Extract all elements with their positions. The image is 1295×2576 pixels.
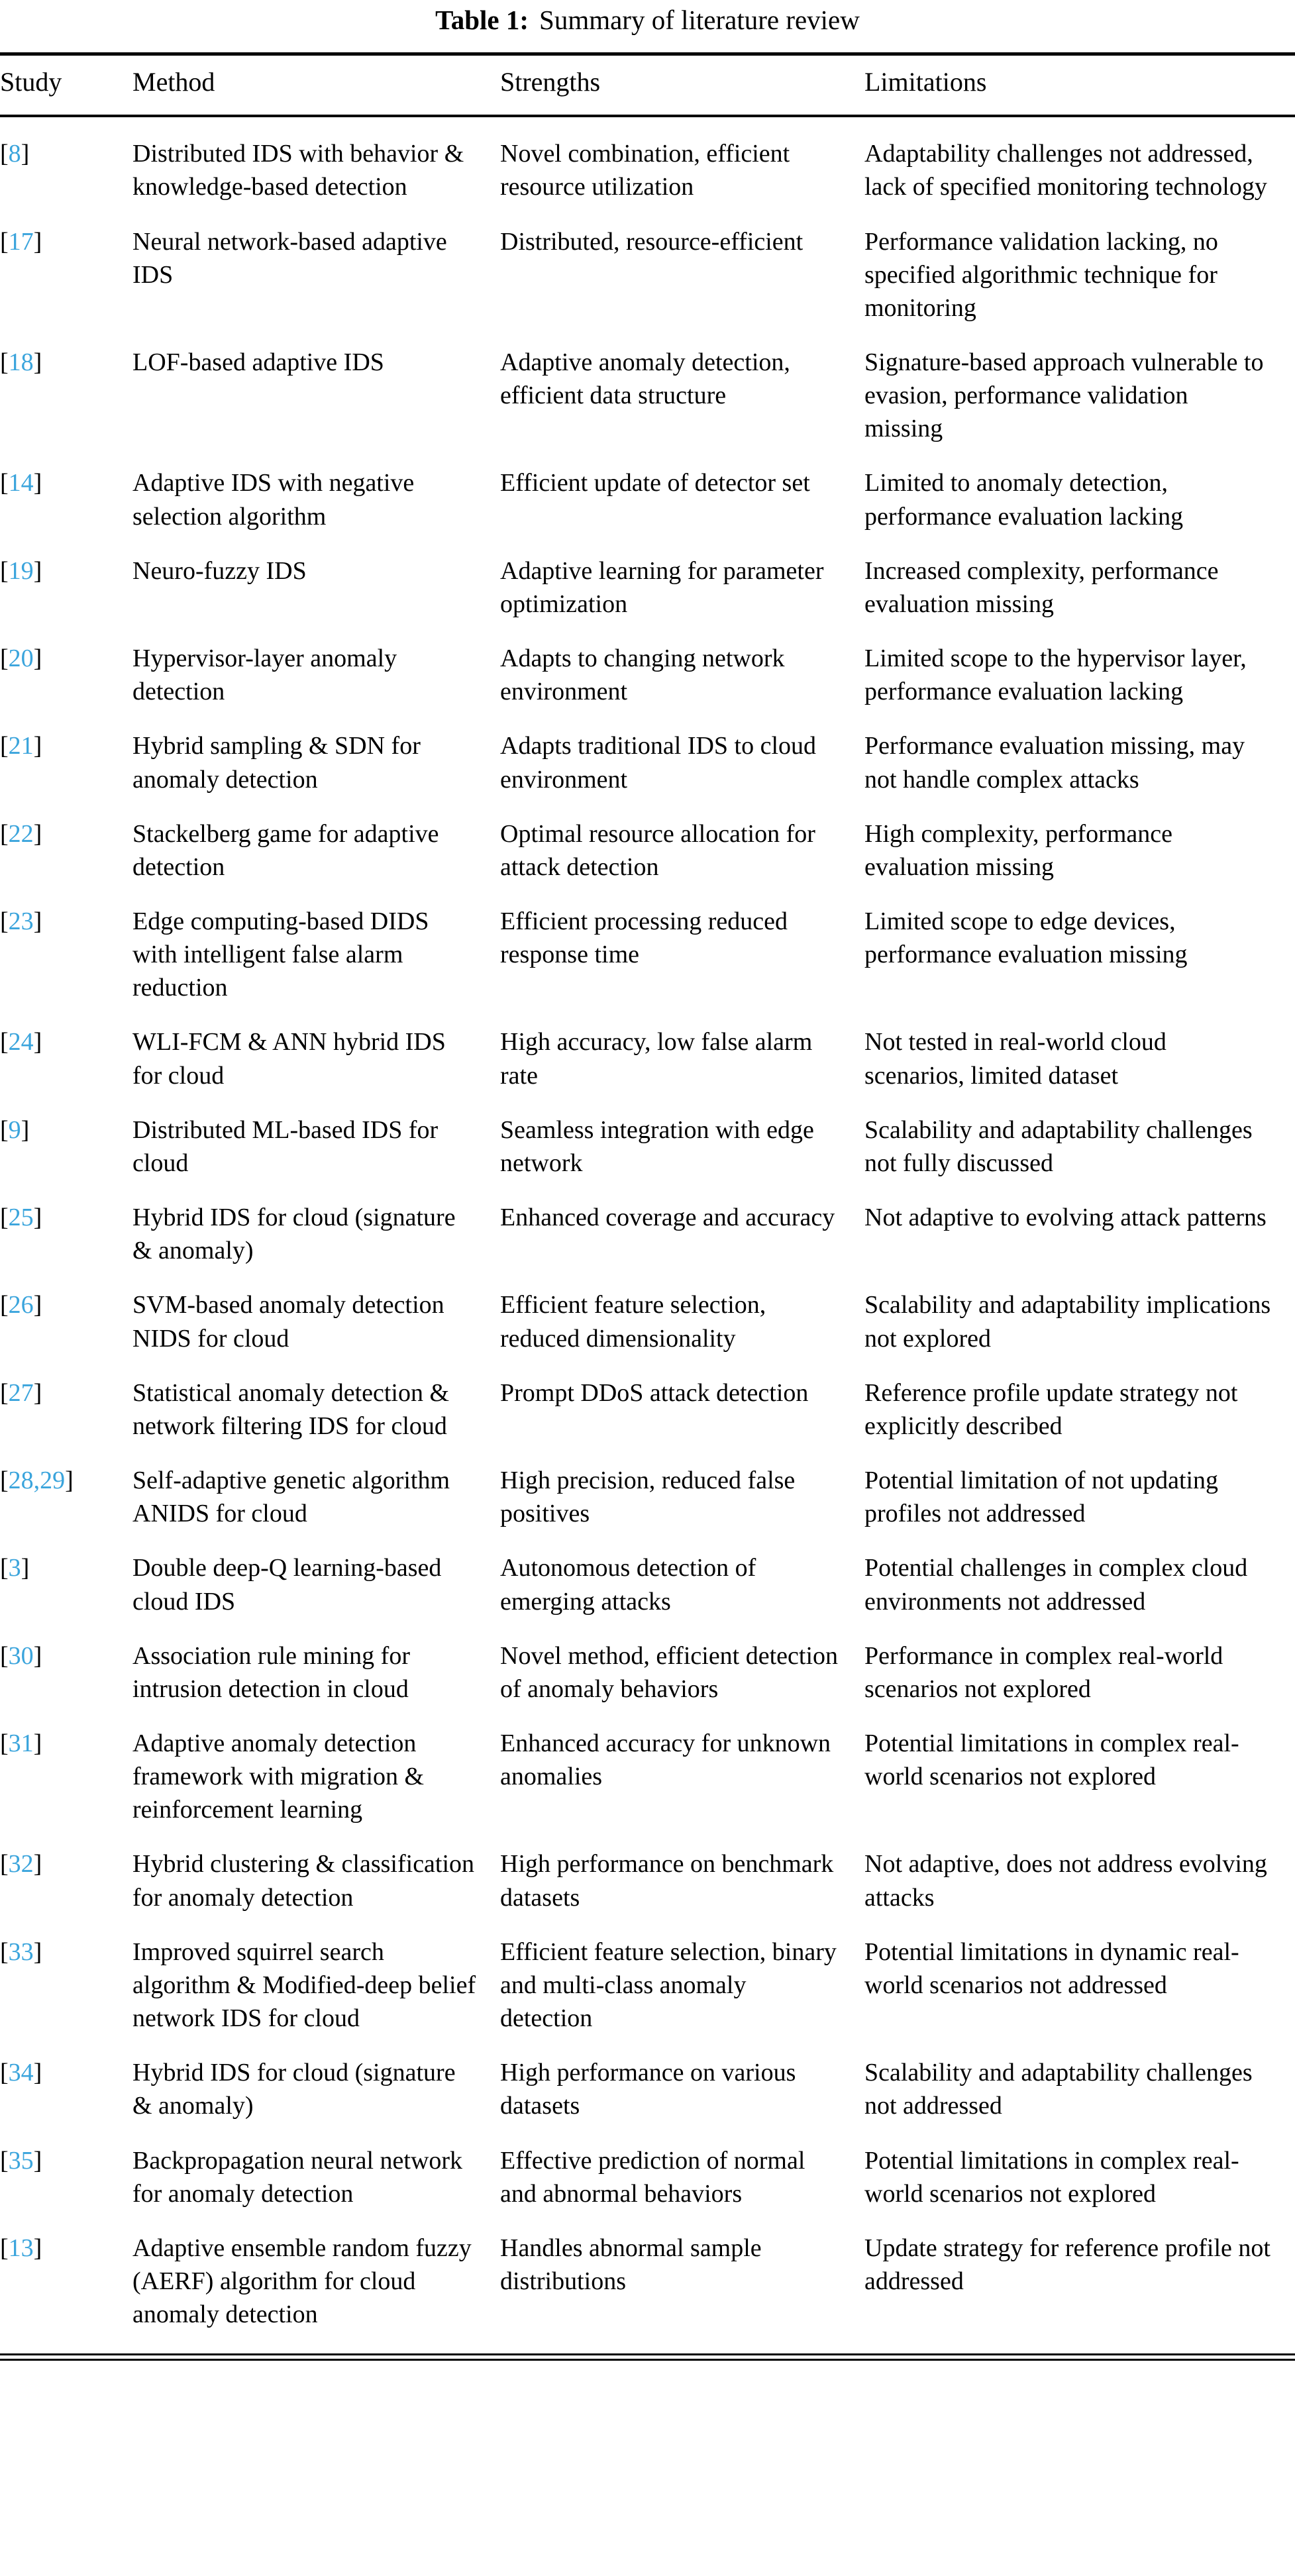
table-row <box>0 215 1295 335</box>
limitations-cell: Scalability and adaptability challenges not fully discussed <box>864 1115 1253 1177</box>
limitations-cell: Scalability and adaptability challenges not addressed <box>864 2059 1253 2120</box>
citation-close-bracket: ] <box>33 2234 42 2262</box>
study-cell <box>0 1716 132 1837</box>
citation-close-bracket: ] <box>33 556 42 585</box>
method-cell: Neural network-based adaptive IDS <box>132 227 447 289</box>
citation-open-bracket: [ <box>0 1467 9 1495</box>
limitations-cell: Limited to anomaly detection, performance evaluation lacking <box>864 469 1184 531</box>
method-cell: Neuro-fuzzy IDS <box>132 556 307 585</box>
method-cell: Hybrid clustering & classification for anomaly detection <box>132 1850 475 1912</box>
literature-review-table <box>0 52 1295 2353</box>
citation-open-bracket: [ <box>0 227 9 256</box>
study-cell <box>0 335 132 456</box>
citation-open-bracket: [ <box>0 1115 9 1144</box>
method-cell: Backpropagation neural network for anomaly detection <box>132 2146 463 2208</box>
table-row <box>0 2134 1295 2221</box>
citation-open-bracket: [ <box>0 732 9 760</box>
citation-open-bracket: [ <box>0 907 9 935</box>
citation-close-bracket: ] <box>33 1291 42 1319</box>
citation-ref[interactable]: 19 <box>8 556 34 585</box>
study-cell <box>0 1925 132 2045</box>
citation-close-bracket: ] <box>33 2146 42 2175</box>
citation-ref[interactable]: 21 <box>8 732 34 760</box>
column-header-study: Study <box>0 54 132 117</box>
strengths-cell: Enhanced accuracy for unknown anomalies <box>500 1729 831 1791</box>
citation-open-bracket: [ <box>0 1378 9 1407</box>
citation-ref[interactable]: 13 <box>8 2234 34 2262</box>
table-row <box>0 2221 1295 2353</box>
citation-open-bracket: [ <box>0 819 9 848</box>
citation-close-bracket: ] <box>33 227 42 256</box>
limitations-cell: Potential challenges in complex cloud environments not addressed <box>864 1554 1248 1616</box>
citation-ref[interactable]: 17 <box>8 227 34 256</box>
strengths-cell: Adapts to changing network environment <box>500 644 785 706</box>
study-cell <box>0 1190 132 1278</box>
study-cell <box>0 807 132 894</box>
citation-ref[interactable]: 9 <box>8 1115 21 1144</box>
method-cell: LOF-based adaptive IDS <box>132 348 384 376</box>
citation-close-bracket: ] <box>21 1115 30 1144</box>
citation-close-bracket: ] <box>33 732 42 760</box>
citation-ref[interactable]: 24 <box>8 1028 34 1056</box>
citation-open-bracket: [ <box>0 469 9 497</box>
method-cell: Hybrid IDS for cloud (signature & anomaly) <box>132 2059 456 2120</box>
study-cell <box>0 719 132 806</box>
limitations-cell: Performance evaluation missing, may not handle complex attacks <box>864 732 1245 794</box>
table-row <box>0 456 1295 543</box>
method-cell: SVM-based anomaly detection NIDS for cloud <box>132 1291 444 1353</box>
method-cell: Adaptive IDS with negative selection algorithm <box>132 469 415 531</box>
citation-open-bracket: [ <box>0 644 9 673</box>
study-cell <box>0 1015 132 1102</box>
citation-ref[interactable]: 31 <box>8 1729 34 1757</box>
method-cell: Stackelberg game for adaptive detection <box>132 819 439 881</box>
limitations-cell: Potential limitation of not updating profiles not addressed <box>864 1467 1219 1528</box>
strengths-cell: Adaptive learning for parameter optimization <box>500 556 824 618</box>
limitations-cell: Update strategy for reference profile not addressed <box>864 2234 1270 2295</box>
study-cell <box>0 1837 132 1924</box>
study-cell <box>0 1103 132 1190</box>
study-cell <box>0 1278 132 1365</box>
method-cell: WLI-FCM & ANN hybrid IDS for cloud <box>132 1028 446 1090</box>
limitations-cell: Performance validation lacking, no specified algorithmic technique for monitoring <box>864 227 1218 322</box>
method-cell: Improved squirrel search algorithm & Modified-deep belief network IDS for cloud <box>132 1937 476 2033</box>
citation-close-bracket: ] <box>33 348 42 376</box>
study-cell <box>0 2134 132 2221</box>
table-row <box>0 1837 1295 1924</box>
table-caption-label: Table 1: <box>435 5 529 35</box>
citation-open-bracket: [ <box>0 1850 9 1879</box>
table-caption-text: Summary of literature review <box>539 5 860 35</box>
citation-close-bracket: ] <box>33 469 42 497</box>
column-header-limitations: Limitations <box>864 54 1295 117</box>
strengths-cell: Prompt DDoS attack detection <box>500 1378 809 1407</box>
table-bottom-rule <box>0 2353 1295 2361</box>
limitations-cell: Limited scope to the hypervisor layer, performance evaluation lacking <box>864 644 1247 706</box>
limitations-cell: Reference profile update strategy not explicitly described <box>864 1378 1238 1440</box>
table-row <box>0 1366 1295 1453</box>
study-cell <box>0 1453 132 1541</box>
study-cell <box>0 2221 132 2353</box>
citation-close-bracket: ] <box>33 907 42 935</box>
study-cell <box>0 456 132 543</box>
citation-ref[interactable]: 22 <box>8 819 34 848</box>
limitations-cell: Limited scope to edge devices, performance evaluation missing <box>864 907 1188 969</box>
limitations-cell: Adaptability challenges not addressed, lack of specified monitoring technology <box>864 140 1267 201</box>
citation-open-bracket: [ <box>0 348 9 376</box>
header-row <box>0 54 1295 117</box>
limitations-cell: High complexity, performance evaluation missing <box>864 819 1172 881</box>
method-cell: Self-adaptive genetic algorithm ANIDS for cloud <box>132 1467 450 1528</box>
study-cell <box>0 894 132 1015</box>
method-cell: Edge computing-based DIDS with intelligent false alarm reduction <box>132 907 429 1002</box>
table-row <box>0 631 1295 719</box>
table-body <box>0 116 1295 2353</box>
strengths-cell: Enhanced coverage and accuracy <box>500 1204 835 1232</box>
method-cell: Adaptive ensemble random fuzzy (AERF) algorithm for cloud anomaly detection <box>132 2234 472 2329</box>
citation-ref[interactable]: 20 <box>8 644 34 673</box>
study-cell <box>0 631 132 719</box>
citation-close-bracket: ] <box>33 644 42 673</box>
table-row <box>0 1103 1295 1190</box>
strengths-cell: Optimal resource allocation for attack detection <box>500 819 815 881</box>
study-cell <box>0 215 132 335</box>
strengths-cell: High precision, reduced false positives <box>500 1467 796 1528</box>
limitations-cell: Potential limitations in complex real-world scenarios not explored <box>864 2146 1239 2208</box>
limitations-cell: Not adaptive to evolving attack patterns <box>864 1204 1267 1232</box>
strengths-cell: Efficient feature selection, reduced dimensionality <box>500 1291 766 1353</box>
limitations-cell: Potential limitations in dynamic real-world scenarios not addressed <box>864 1937 1239 1999</box>
table-row <box>0 116 1295 214</box>
citation-close-bracket: ] <box>21 140 30 168</box>
citation-open-bracket: [ <box>0 556 9 585</box>
table-row <box>0 335 1295 456</box>
citation-close-bracket: ] <box>21 1554 30 1582</box>
method-cell: Distributed IDS with behavior & knowledge-based detection <box>132 140 464 201</box>
citation-close-bracket: ] <box>65 1467 74 1495</box>
citation-open-bracket: [ <box>0 1028 9 1056</box>
table-row <box>0 1629 1295 1716</box>
method-cell: Hypervisor-layer anomaly detection <box>132 644 397 706</box>
citation-ref[interactable]: 8 <box>8 140 21 168</box>
study-cell <box>0 2045 132 2133</box>
citation-ref[interactable]: 28,29 <box>8 1467 66 1495</box>
method-cell: Association rule mining for intrusion detection in cloud <box>132 1641 410 1703</box>
table-row <box>0 544 1295 631</box>
strengths-cell: Adapts traditional IDS to cloud environment <box>500 732 817 794</box>
table-row <box>0 1716 1295 1837</box>
study-cell <box>0 1366 132 1453</box>
strengths-cell: Novel combination, efficient resource utilization <box>500 140 790 201</box>
table-row <box>0 2045 1295 2133</box>
citation-ref[interactable]: 26 <box>8 1291 34 1319</box>
citation-close-bracket: ] <box>33 1850 42 1879</box>
limitations-cell: Scalability and adaptability implications not explored <box>864 1291 1271 1353</box>
limitations-cell: Not adaptive, does not address evolving attacks <box>864 1850 1267 1912</box>
limitations-cell: Potential limitations in complex real-world scenarios not explored <box>864 1729 1239 1791</box>
table-row <box>0 1925 1295 2045</box>
table-row <box>0 719 1295 806</box>
citation-open-bracket: [ <box>0 1204 9 1232</box>
method-cell: Hybrid IDS for cloud (signature & anomaly) <box>132 1204 456 1265</box>
citation-open-bracket: [ <box>0 140 9 168</box>
study-cell <box>0 1541 132 1628</box>
limitations-cell: Signature-based approach vulnerable to evasion, performance validation missing <box>864 348 1264 443</box>
strengths-cell: Effective prediction of normal and abnormal behaviors <box>500 2146 805 2208</box>
strengths-cell: High performance on various datasets <box>500 2059 796 2120</box>
citation-close-bracket: ] <box>33 819 42 848</box>
citation-open-bracket: [ <box>0 1937 9 1966</box>
table-row <box>0 1278 1295 1365</box>
strengths-cell: Autonomous detection of emerging attacks <box>500 1554 756 1616</box>
citation-open-bracket: [ <box>0 1554 9 1582</box>
citation-ref[interactable]: 3 <box>8 1554 21 1582</box>
table-row <box>0 1453 1295 1541</box>
column-header-method: Method <box>132 54 500 117</box>
citation-close-bracket: ] <box>33 1729 42 1757</box>
limitations-cell: Performance in complex real-world scenarios not explored <box>864 1641 1223 1703</box>
citation-ref[interactable]: 18 <box>8 348 34 376</box>
citation-ref[interactable]: 25 <box>8 1204 34 1232</box>
table-row <box>0 1015 1295 1102</box>
citation-close-bracket: ] <box>33 1641 42 1670</box>
citation-open-bracket: [ <box>0 2146 9 2175</box>
method-cell: Statistical anomaly detection & network filtering IDS for cloud <box>132 1378 450 1440</box>
citation-open-bracket: [ <box>0 2059 9 2087</box>
study-cell <box>0 544 132 631</box>
citation-ref[interactable]: 30 <box>8 1641 34 1670</box>
limitations-cell: Increased complexity, performance evaluation missing <box>864 556 1219 618</box>
strengths-cell: Distributed, resource-efficient <box>500 227 803 256</box>
strengths-cell: Efficient processing reduced response time <box>500 907 788 969</box>
citation-ref[interactable]: 23 <box>8 907 34 935</box>
strengths-cell: Seamless integration with edge network <box>500 1115 814 1177</box>
citation-close-bracket: ] <box>33 1378 42 1407</box>
strengths-cell: Efficient feature selection, binary and multi-class anomaly detection <box>500 1937 837 2033</box>
citation-ref[interactable]: 32 <box>8 1850 34 1879</box>
limitations-cell: Not tested in real-world cloud scenarios, limited dataset <box>864 1028 1166 1090</box>
citation-open-bracket: [ <box>0 1641 9 1670</box>
strengths-cell: Adaptive anomaly detection, efficient data structure <box>500 348 790 410</box>
table-caption <box>0 4 1295 36</box>
citation-ref[interactable]: 35 <box>8 2146 34 2175</box>
strengths-cell: Efficient update of detector set <box>500 469 810 497</box>
study-cell <box>0 1629 132 1716</box>
citation-close-bracket: ] <box>33 1937 42 1966</box>
citation-ref[interactable]: 34 <box>8 2059 34 2087</box>
column-header-strengths: Strengths <box>500 54 864 117</box>
table-row <box>0 894 1295 1015</box>
citation-close-bracket: ] <box>33 1028 42 1056</box>
citation-close-bracket: ] <box>33 2059 42 2087</box>
method-cell: Hybrid sampling & SDN for anomaly detection <box>132 732 421 794</box>
strengths-cell: High performance on benchmark datasets <box>500 1850 834 1912</box>
citation-ref[interactable]: 14 <box>8 469 34 497</box>
strengths-cell: Novel method, efficient detection of anomaly behaviors <box>500 1641 839 1703</box>
citation-open-bracket: [ <box>0 1291 9 1319</box>
study-cell <box>0 116 132 214</box>
method-cell: Distributed ML-based IDS for cloud <box>132 1115 439 1177</box>
table-row <box>0 807 1295 894</box>
citation-open-bracket: [ <box>0 2234 9 2262</box>
citation-open-bracket: [ <box>0 1729 9 1757</box>
table-row <box>0 1541 1295 1628</box>
strengths-cell: High accuracy, low false alarm rate <box>500 1028 813 1090</box>
citation-ref[interactable]: 33 <box>8 1937 34 1966</box>
table-row <box>0 1190 1295 1278</box>
citation-ref[interactable]: 27 <box>8 1378 34 1407</box>
strengths-cell: Handles abnormal sample distributions <box>500 2234 762 2295</box>
citation-close-bracket: ] <box>33 1204 42 1232</box>
method-cell: Adaptive anomaly detection framework with migration & reinforcement learning <box>132 1729 425 1824</box>
method-cell: Double deep-Q learning-based cloud IDS <box>132 1554 442 1616</box>
